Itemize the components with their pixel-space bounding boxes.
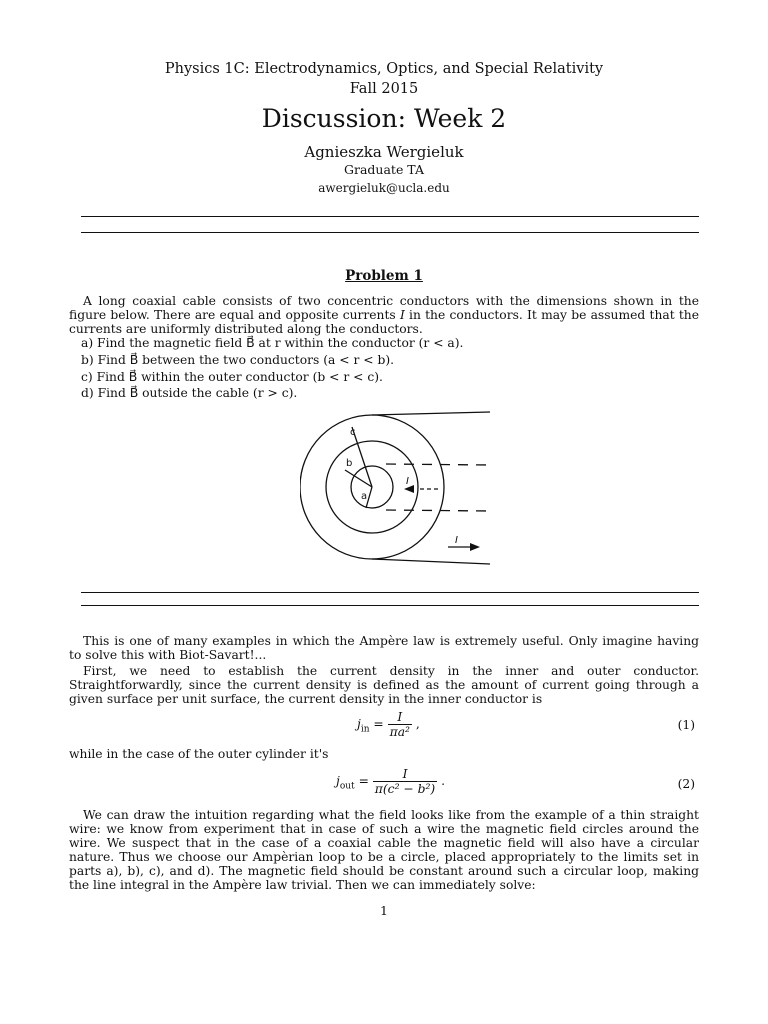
statement-part-1: A long coaxial cable consists of two concentric conductors with the dimensions shown in the figure below. There are equal and opposite currents [69,294,699,322]
course-title: Physics 1C: Electrodynamics, Optics, and Special Relativity [164,61,604,77]
part-b: b) Find B⃗ between the two conductors (a < r < b). [81,353,395,367]
solution-amperian-loop: We can draw the intuition regarding what the field looks like from the example of a thin straight wire: we know from experiment that in case of such a wire the magnetic field circles around the wire. We suspect that in the case of a coaxial cable the magnetic field will also have a circular nature. Thus we choose our Ampèrian loop to be a circle, placed appropriately to the limits set in parts a), b), c), and d). The magnetic field should be constant around such a circular loop, making the line integral in the Ampère law trivial. Then we can immediately solve: [69,808,699,892]
inner-bottom-dashed [386,510,490,511]
equation-1-fraction: $\frac{I}{\text{πa²}}$ [389,710,410,739]
equation-2-fraction: $\frac{I}{\text{π(c² − b²)}}$ [374,767,436,796]
author-email: awergieluk@ucla.edu [318,181,450,195]
page-title: Discussion: Week 2 [261,104,507,133]
problem-heading: Problem 1 [345,268,423,284]
inner-top-dashed [386,464,490,465]
divider-rule-bottom [81,605,699,606]
document-page: Physics 1C: Electrodynamics, Optics, and Special Relativity Fall 2015 Discussion: Week 2 Agnieszka Wergieluk Graduate TA awergieluk@ucla.edu Problem 1 A long coaxial cable consists of two concentric conductors with the dimensions shown in the figure below. There are equal and opposite currents I in the conductors. It may be assumed that the currents are uniformly distributed along the conductors. a) Find the magnetic field B⃗ at r within the conductor (r < a). b) Find B⃗ between the two conductors (a < r < b). c) Find B⃗ within the outer conductor (b < r < c). d) Find B⃗ outside the cable (r > c). c b a I I This is one of many examples in which the Ampère law is extremely useful. Only imagine having to solve this with Biot-Savart!... First, we need to establish the current density in the inner and outer conductor. Straightforwardly, since the current density is defined as the amount of current going through a given surface per unit surface, the current density in the inner conductor is $j_{in}$ = $\frac{I}{\text{πa²}}$ , (1) while in the case of the outer cylinder it's $j_{out}$ = $\frac{I}{\text{π(c² − b²)}}$ . (2) We can draw the intuition regarding what the field looks like from the example of a thin straight wire: we know from experiment that in case of such a wire the magnetic field circles around the wire. We suspect that in the case of a coaxial cable the magnetic field will also have a circular nature. Thus we choose our Ampèrian loop to be a circle, placed appropriately to the limits set in parts a), b), c), and d). The magnetic field should be constant around such a circular loop, making the line integral in the Ampère law trivial. Then we can immediately solve: 1 [0,0,768,1024]
label-b: b [346,458,353,469]
label-I-outer: I [455,535,458,546]
label-I-inner: I [406,476,409,487]
radius-b-line [345,470,372,487]
solution-current-density: First, we need to establish the current density in the inner and outer conductor. Straightforwardly, since the current density is defined as the amount of current going through a given surface per unit surface, the current density in the inner conductor is [69,664,699,706]
cable-top-line [372,412,490,415]
problem-statement [69,294,699,336]
header-rule-bottom [81,232,699,233]
label-c: c [350,427,356,438]
author-name: Agnieszka Wergieluk [304,143,464,161]
author-role: Graduate TA [344,162,424,177]
part-c: c) Find B⃗ within the outer conductor (b < r < c). [81,370,383,384]
statement-current-symbol: I [399,308,405,322]
statement-part-2: in the conductors. It may be assumed that the currents are uniformly distributed along the conductors. [69,308,700,336]
term: Fall 2015 [349,81,419,97]
solution-intro: This is one of many examples in which the Ampère law is extremely useful. Only imagine having to solve this with Biot-Savart!... [69,634,699,662]
page-number: 1 [380,903,388,918]
coaxial-cable-figure [300,405,500,570]
divider-rule-top [81,592,699,593]
label-a: a [361,491,368,502]
cable-bottom-line [372,559,490,564]
solution-between: while in the case of the outer cylinder it's [69,747,329,761]
outer-current-arrowhead [470,543,480,551]
part-a: a) Find the magnetic field B⃗ at r within the conductor (r < a). [81,336,464,350]
part-d: d) Find B⃗ outside the cable (r > c). [81,386,298,400]
equation-1-number: (1) [677,718,695,732]
header-rule-top [81,216,699,217]
equation-2-number: (2) [677,777,695,791]
